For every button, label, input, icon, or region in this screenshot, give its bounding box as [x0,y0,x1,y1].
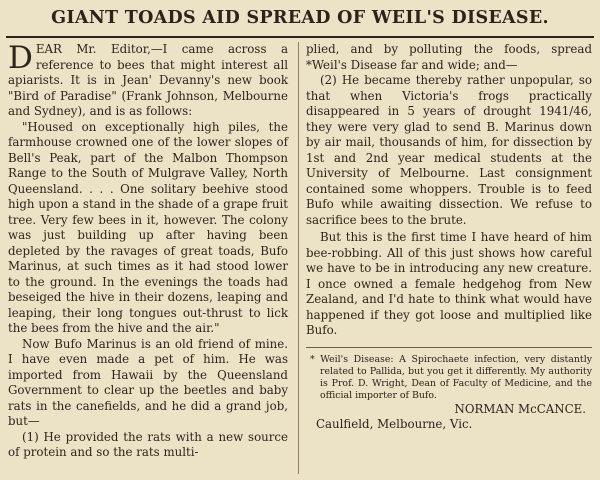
footnote-rule [306,347,592,348]
headline: GIANT TOADS AID SPREAD OF WEIL'S DISEASE. [51,8,549,28]
opening-text: EAR Mr. Editor,—I came across a reference to bees that might interest all apiarists. It is in Jean' Devanny's new book "Bird of Paradise" (Frank Johnson, Melbourne and Sydney), and is as follows: [8,42,288,118]
footnote: * Weil's Disease: A Spirochaete infection, very distantly related to Pallida, but you get it differently. My authority is Prof. D. Wright, Dean of Faculty of Medicine, and the official importer of Bufo. [310,353,592,401]
right-column [306,42,592,433]
paragraph-point-one: (1) He provided the rats with a new source of protein and so the rats multi- [8,429,288,459]
column-divider [298,42,299,474]
left-column [8,42,288,461]
paragraph-bufo-friend: Now Bufo Marinus is an old friend of mine. I have even made a pet of him. He was imported from Hawaii by the Queensland Government to clear up the beetles and baby rats in the canefields, and he did a grand job, but— [8,336,288,428]
paragraph-point-two: (2) He became thereby rather unpopular, so that when Victoria's frogs practically disappeared in 5 years of drought 1941/46, they were very glad to send B. Marinus down by air mail, thousands of him, for dissection by 1st and 2nd year medical students at the University of Melbourne. Last consignment contained some whoppers. Trouble is to feed Bufo while awaiting dissection. We refuse to sacrifice bees to the brute. [306,73,592,227]
author-location: Caulfield, Melbourne, Vic. [316,417,473,431]
paragraph-conclusion: But this is the first time I have heard of him bee-robbing. All of this just shows how careful we have to be in introducing any new creature. I once owned a female hedgehog from New Zealand, and I'd hate to think what would have happened if they got loose and multiplied like Bufo. [306,230,592,337]
book-quote: "Housed on exceptionally high piles, the farmhouse crowned one of the lower slopes of Bell's Peak, part of the Malbon Thompson Range to the South of Mulgrave Valley, North Queensland. . . . One solitary beehive stood high upon a stand in the shade of a grape fruit tree. Very few bees in it, however. The colony was just building up after having been depleted by the ravages of great toads, Bufo Marinus, at such times as it had stood lower to the ground. In the evenings the toads had beseiged the hive in their dozens, leaping and leaping, their long tongues out-thrust to lick the bees from the hive and the air." [8,119,288,335]
paragraph-continued: plied, and by polluting the foods, spread *Weil's Disease far and wide; and— [306,42,592,72]
author-signature: NORMAN McCANCE. [454,401,586,416]
headline-rule [6,36,594,38]
opening-paragraph [8,42,288,120]
drop-cap: D [8,40,33,76]
